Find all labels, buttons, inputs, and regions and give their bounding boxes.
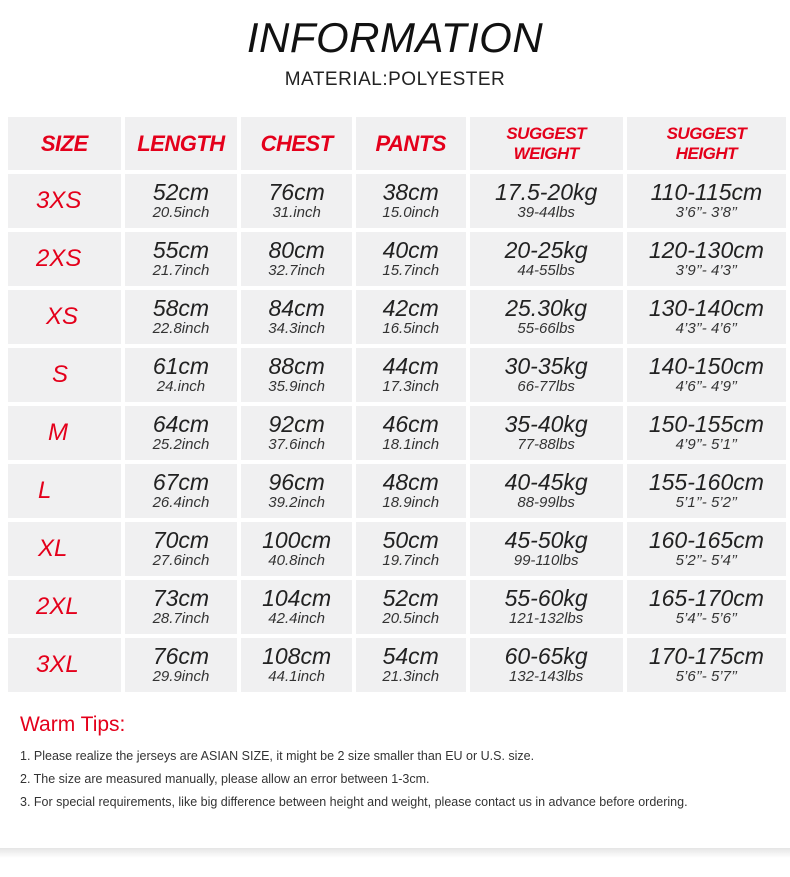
pants-cell xyxy=(356,174,466,228)
header-label: SIZE xyxy=(40,130,88,156)
pants-cm: 44cm xyxy=(382,353,439,379)
length-cell xyxy=(125,290,238,344)
height-ft: 4’6’’- 4’9’’ xyxy=(675,378,738,395)
weight-kg: 45-50kg xyxy=(504,527,588,553)
table-row xyxy=(8,464,786,518)
pants-inch: 19.7inch xyxy=(382,552,440,569)
size-chart-table xyxy=(4,113,790,696)
length-cell xyxy=(125,348,238,402)
pants-cell xyxy=(356,232,466,286)
length-cm: 64cm xyxy=(152,411,210,437)
length-inch: 28.7inch xyxy=(152,610,210,627)
weight-lbs: 132-143lbs xyxy=(509,668,584,685)
height-ft: 5’1’’- 5’2’’ xyxy=(675,494,738,511)
length-cm: 67cm xyxy=(152,469,210,495)
size-cell xyxy=(8,638,121,692)
height-cm: 110-115cm xyxy=(650,179,763,205)
material-subtitle: MATERIAL:POLYESTER xyxy=(284,69,506,90)
table-row xyxy=(8,580,786,634)
pants-inch: 16.5inch xyxy=(382,320,440,337)
weight-cell xyxy=(470,580,623,634)
bottom-divider-shadow xyxy=(0,848,790,858)
height-ft: 5’4’’- 5’6’’ xyxy=(675,610,738,627)
height-ft: 5’2’’- 5’4’’ xyxy=(675,552,738,569)
chest-cm: 84cm xyxy=(268,295,325,321)
chest-cm: 88cm xyxy=(268,353,325,379)
chest-inch: 32.7inch xyxy=(268,262,325,279)
pants-cm: 50cm xyxy=(382,527,439,553)
weight-kg: 20-25kg xyxy=(504,237,588,263)
table-row xyxy=(8,290,786,344)
size-label: 2XS xyxy=(36,245,82,272)
warm-tips-title: Warm Tips: xyxy=(20,713,126,736)
pants-inch: 18.1inch xyxy=(382,436,440,453)
height-cell xyxy=(627,232,786,286)
length-cm: 70cm xyxy=(152,527,210,553)
chest-cm: 100cm xyxy=(262,527,332,553)
weight-lbs: 99-110lbs xyxy=(513,552,579,569)
length-cm: 73cm xyxy=(152,585,210,611)
weight-lbs: 66-77lbs xyxy=(517,378,575,395)
header-label: LENGTH xyxy=(137,130,225,156)
height-cell xyxy=(627,522,786,576)
chest-inch: 35.9inch xyxy=(268,378,325,395)
pants-cell xyxy=(356,580,466,634)
length-cell xyxy=(125,232,238,286)
pants-cell xyxy=(356,464,466,518)
size-cell xyxy=(8,348,121,402)
table-header-row xyxy=(8,117,786,170)
height-ft: 3’6’’- 3’8’’ xyxy=(675,204,738,221)
table-row xyxy=(8,638,786,692)
pants-inch: 18.9inch xyxy=(382,494,440,511)
length-cell xyxy=(125,174,238,228)
pants-cm: 46cm xyxy=(382,411,439,437)
size-label: L xyxy=(38,477,52,504)
height-cm: 140-150cm xyxy=(648,353,764,379)
chest-cell xyxy=(241,464,352,518)
header-cell-chest xyxy=(241,117,352,170)
chest-cell xyxy=(241,580,352,634)
length-cell xyxy=(125,464,238,518)
weight-kg: 40-45kg xyxy=(504,469,588,495)
size-cell xyxy=(8,290,121,344)
header-cell-weight xyxy=(470,117,623,170)
chest-cell xyxy=(241,522,352,576)
length-inch: 22.8inch xyxy=(152,320,210,337)
length-cm: 61cm xyxy=(152,353,210,379)
pants-cell xyxy=(356,522,466,576)
length-cell xyxy=(125,580,238,634)
chest-inch: 34.3inch xyxy=(268,320,325,337)
length-inch: 27.6inch xyxy=(152,552,210,569)
height-cell xyxy=(627,580,786,634)
height-ft: 5’6’’- 5’7’’ xyxy=(675,668,738,685)
weight-lbs: 44-55lbs xyxy=(517,262,575,279)
chest-cell xyxy=(241,406,352,460)
tip-item: 2. The size are measured manually, please allow an error between 1-3cm. xyxy=(20,772,430,786)
chest-inch: 40.8inch xyxy=(268,552,325,569)
chest-cell xyxy=(241,174,352,228)
size-label: 2XL xyxy=(36,593,79,620)
chest-inch: 39.2inch xyxy=(268,494,325,511)
size-label: S xyxy=(52,361,69,388)
page-title: INFORMATION xyxy=(246,14,544,61)
chest-inch: 42.4inch xyxy=(268,610,325,627)
height-cell xyxy=(627,348,786,402)
pants-inch: 15.0inch xyxy=(382,204,440,221)
weight-cell xyxy=(470,406,623,460)
size-label: 3XS xyxy=(36,187,82,214)
table-row xyxy=(8,348,786,402)
weight-cell xyxy=(470,522,623,576)
height-ft: 4’3’’- 4’6’’ xyxy=(675,320,738,337)
pants-cell xyxy=(356,348,466,402)
header-label: PANTS xyxy=(375,130,446,156)
height-cell xyxy=(627,406,786,460)
length-cm: 55cm xyxy=(152,237,210,263)
size-cell xyxy=(8,464,121,518)
size-label: 3XL xyxy=(36,651,79,678)
pants-cm: 42cm xyxy=(382,295,439,321)
size-label: XL xyxy=(38,535,68,562)
pants-inch: 17.3inch xyxy=(382,378,440,395)
pants-cm: 48cm xyxy=(382,469,439,495)
length-cell xyxy=(125,638,238,692)
height-ft: 3’9’’- 4’3’’ xyxy=(675,262,738,279)
height-cm: 150-155cm xyxy=(648,411,764,437)
weight-lbs: 88-99lbs xyxy=(517,494,575,511)
weight-cell xyxy=(470,174,623,228)
table-row xyxy=(8,522,786,576)
height-cm: 160-165cm xyxy=(648,527,764,553)
size-cell xyxy=(8,406,121,460)
weight-cell xyxy=(470,290,623,344)
weight-cell xyxy=(470,464,623,518)
height-cell xyxy=(627,464,786,518)
chest-cm: 108cm xyxy=(262,643,332,669)
weight-kg: 35-40kg xyxy=(504,411,588,437)
length-inch: 26.4inch xyxy=(152,494,210,511)
pants-inch: 20.5inch xyxy=(382,610,440,627)
height-cm: 170-175cm xyxy=(648,643,764,669)
table-row xyxy=(8,174,786,228)
weight-lbs: 55-66lbs xyxy=(517,320,575,337)
weight-lbs: 77-88lbs xyxy=(517,436,575,453)
pants-cell xyxy=(356,290,466,344)
weight-kg: 55-60kg xyxy=(504,585,588,611)
length-inch: 25.2inch xyxy=(152,436,210,453)
table-row xyxy=(8,406,786,460)
header-label: SUGGEST WEIGHT xyxy=(506,123,586,163)
pants-inch: 15.7inch xyxy=(382,262,440,279)
height-cell xyxy=(627,638,786,692)
header-label: SUGGEST HEIGHT xyxy=(666,123,747,163)
table-row xyxy=(8,232,786,286)
size-cell xyxy=(8,522,121,576)
height-cm: 120-130cm xyxy=(648,237,764,263)
weight-lbs: 39-44lbs xyxy=(517,204,575,221)
weight-kg: 17.5-20kg xyxy=(494,179,598,205)
size-label: XS xyxy=(46,303,79,330)
pants-cm: 40cm xyxy=(382,237,439,263)
header-cell-length xyxy=(125,117,238,170)
tip-item: 3. For special requirements, like big difference between height and weight, please contact us in advance before ordering. xyxy=(20,795,688,809)
size-label: M xyxy=(48,419,68,446)
header-cell-pants xyxy=(356,117,466,170)
chest-inch: 31.inch xyxy=(272,204,321,221)
tip-item: 1. Please realize the jerseys are ASIAN SIZE, it might be 2 size smaller than EU or U.S. size. xyxy=(20,749,535,763)
weight-lbs: 121-132lbs xyxy=(509,610,584,627)
height-cell xyxy=(627,174,786,228)
size-cell xyxy=(8,174,121,228)
chest-cell xyxy=(241,638,352,692)
weight-kg: 25.30kg xyxy=(505,295,588,321)
weight-cell xyxy=(470,638,623,692)
length-cell xyxy=(125,522,238,576)
size-cell xyxy=(8,580,121,634)
pants-cm: 38cm xyxy=(382,179,439,205)
chest-cell xyxy=(241,290,352,344)
chest-inch: 37.6inch xyxy=(268,436,325,453)
weight-cell xyxy=(470,348,623,402)
length-cell xyxy=(125,406,238,460)
chest-cell xyxy=(241,232,352,286)
length-cm: 52cm xyxy=(152,179,210,205)
length-cm: 76cm xyxy=(152,643,210,669)
size-cell xyxy=(8,232,121,286)
height-cell xyxy=(627,290,786,344)
header-cell-size xyxy=(8,117,121,170)
pants-cell xyxy=(356,638,466,692)
chest-inch: 44.1inch xyxy=(268,668,325,685)
chest-cell xyxy=(241,348,352,402)
height-cm: 130-140cm xyxy=(648,295,764,321)
height-ft: 4’9’’- 5’1’’ xyxy=(675,436,738,453)
length-inch: 24.inch xyxy=(156,378,206,395)
height-cm: 165-170cm xyxy=(648,585,764,611)
header-label: CHEST xyxy=(260,130,333,156)
weight-kg: 30-35kg xyxy=(504,353,588,379)
length-inch: 21.7inch xyxy=(152,262,210,279)
warm-tips xyxy=(20,713,780,814)
pants-cm: 54cm xyxy=(382,643,439,669)
height-cm: 155-160cm xyxy=(648,469,764,495)
weight-cell xyxy=(470,232,623,286)
chest-cm: 92cm xyxy=(268,411,325,437)
length-inch: 29.9inch xyxy=(152,668,210,685)
pants-cm: 52cm xyxy=(382,585,439,611)
length-inch: 20.5inch xyxy=(152,204,210,221)
pants-inch: 21.3inch xyxy=(382,668,440,685)
chest-cm: 104cm xyxy=(262,585,332,611)
length-cm: 58cm xyxy=(152,295,210,321)
chest-cm: 96cm xyxy=(268,469,325,495)
weight-kg: 60-65kg xyxy=(504,643,588,669)
header-cell-height xyxy=(627,117,786,170)
chest-cm: 76cm xyxy=(268,179,325,205)
chest-cm: 80cm xyxy=(268,237,325,263)
pants-cell xyxy=(356,406,466,460)
